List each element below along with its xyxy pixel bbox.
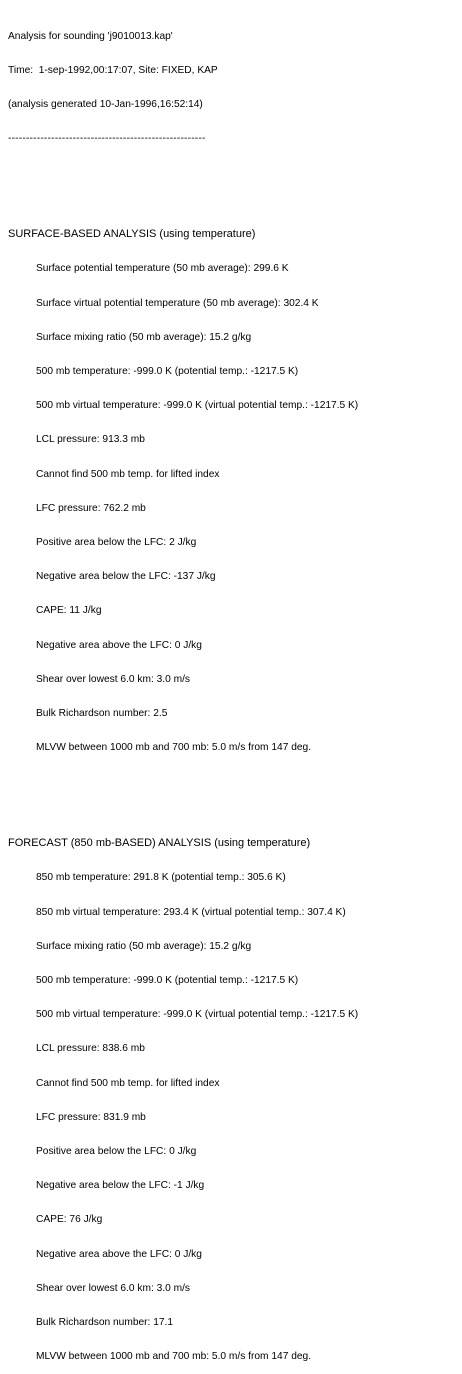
surface-section-title: SURFACE-BASED ANALYSIS (using temperature): [8, 228, 256, 241]
surface-line: Bulk Richardson number: 2.5: [36, 708, 168, 720]
forecast-line: CAPE: 76 J/kg: [36, 1214, 103, 1226]
surface-line: MLVW between 1000 mb and 700 mb: 5.0 m/s from 147 deg.: [36, 742, 312, 754]
forecast-line: 500 mb virtual temperature: -999.0 K (virtual potential temp.: -1217.5 K): [36, 1009, 359, 1021]
header-time-site: Time: 1-sep-1992,00:17:07, Site: FIXED, KAP: [8, 65, 218, 77]
forecast-line: 500 mb temperature: -999.0 K (potential temp.: -1217.5 K): [36, 974, 299, 986]
surface-line: Negative area below the LFC: -137 J/kg: [36, 571, 216, 583]
surface-line: Positive area below the LFC: 2 J/kg: [36, 537, 197, 549]
forecast-line: 850 mb temperature: 291.8 K (potential temp.: 305.6 K): [36, 872, 286, 884]
surface-line: Surface potential temperature (50 mb average): 299.6 K: [36, 263, 289, 275]
spacer: [8, 179, 458, 195]
forecast-line: Negative area above the LFC: 0 J/kg: [36, 1248, 202, 1260]
surface-line: Surface virtual potential temperature (50 mb average): 302.4 K: [36, 297, 319, 309]
surface-line: LFC pressure: 762.2 mb: [36, 502, 146, 514]
surface-line: LCL pressure: 913.3 mb: [36, 434, 145, 446]
header-separator: -------------------------------------------------------: [8, 133, 206, 145]
forecast-line: LFC pressure: 831.9 mb: [36, 1111, 146, 1123]
surface-line: Shear over lowest 6.0 km: 3.0 m/s: [36, 673, 191, 685]
forecast-line: Surface mixing ratio (50 mb average): 15.2 g/kg: [36, 940, 252, 952]
surface-line: 500 mb temperature: -999.0 K (potential temp.: -1217.5 K): [36, 366, 299, 378]
surface-line: CAPE: 11 J/kg: [36, 605, 102, 617]
forecast-line: Bulk Richardson number: 17.1: [36, 1316, 174, 1328]
surface-line: Negative area above the LFC: 0 J/kg: [36, 639, 202, 651]
sounding-analysis-document: [8, 8, 458, 1374]
surface-line: Cannot find 500 mb temp. for lifted index: [36, 468, 220, 480]
forecast-line: MLVW between 1000 mb and 700 mb: 5.0 m/s from 147 deg.: [36, 1351, 312, 1363]
forecast-section-title: FORECAST (850 mb-BASED) ANALYSIS (using temperature): [8, 837, 311, 850]
surface-line: Surface mixing ratio (50 mb average): 15.2 g/kg: [36, 331, 252, 343]
spacer: [8, 788, 458, 804]
forecast-line: LCL pressure: 838.6 mb: [36, 1043, 145, 1055]
surface-line: 500 mb virtual temperature: -999.0 K (virtual potential temp.: -1217.5 K): [36, 400, 359, 412]
forecast-line: Negative area below the LFC: -1 J/kg: [36, 1180, 205, 1192]
header-title: Analysis for sounding 'j9010013.kap': [8, 30, 173, 42]
forecast-line: 850 mb virtual temperature: 293.4 K (virtual potential temp.: 307.4 K): [36, 906, 346, 918]
header-generated: (analysis generated 10-Jan-1996,16:52:14): [8, 99, 203, 111]
forecast-line: Cannot find 500 mb temp. for lifted index: [36, 1077, 220, 1089]
forecast-line: Shear over lowest 6.0 km: 3.0 m/s: [36, 1282, 191, 1294]
forecast-line: Positive area below the LFC: 0 J/kg: [36, 1145, 197, 1157]
